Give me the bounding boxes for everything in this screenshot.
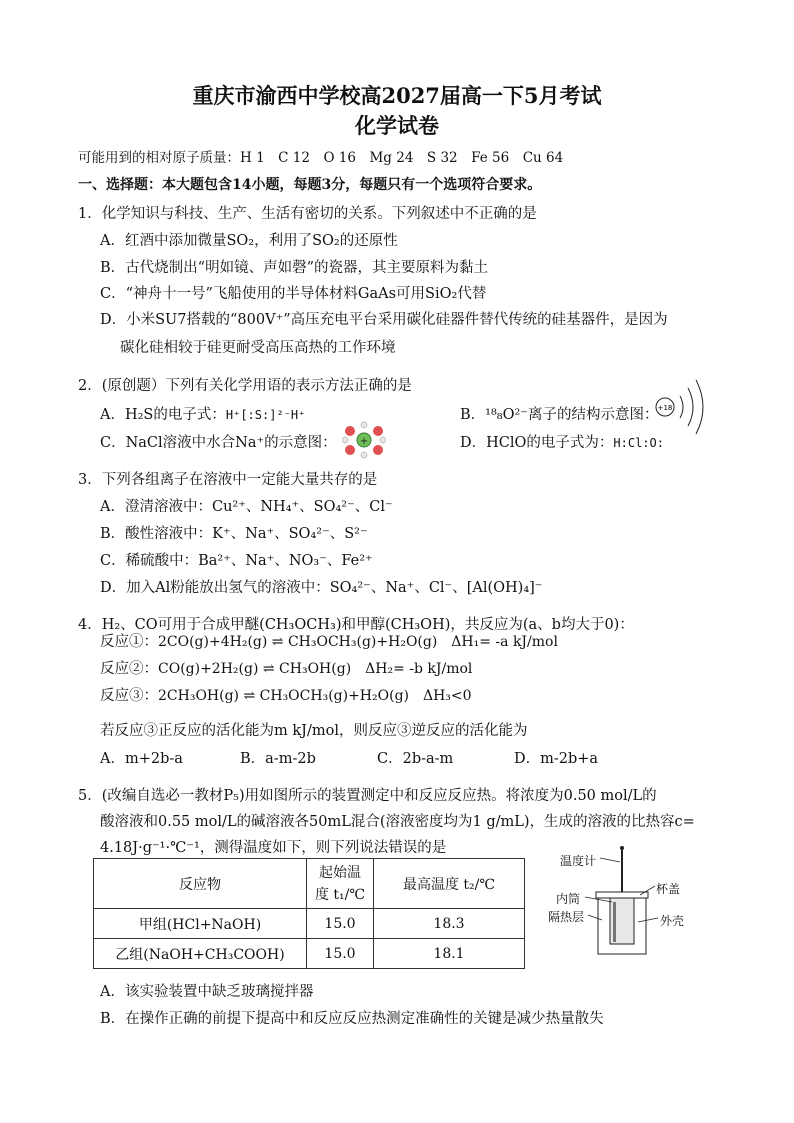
q4-option-b: B．a-m-2b <box>240 751 316 767</box>
reaction-2-equation: CO(g)+2H₂(g) ⇌ CH₃OH(g) ΔH₂= -b kJ/mol <box>158 661 473 677</box>
label-insulation: 隔热层 <box>548 910 585 924</box>
reaction-1-label: 反应①： <box>100 634 158 650</box>
reaction-2 <box>100 657 472 678</box>
q2-option-a-label: A．H₂S的电子式： <box>100 407 226 423</box>
q3-option-c: C．稀硫酸中：Ba²⁺、Na⁺、NO₃⁻、Fe²⁺ <box>100 553 373 569</box>
table-header-row <box>94 859 525 909</box>
q5-stem-2: 酸溶液和0.55 mol/L的碱溶液各50mL混合(溶液密度均为1 g/mL)，生成的溶液的比热容c= <box>100 814 695 830</box>
reaction-3-label: 反应③： <box>100 688 158 704</box>
q2-option-c: C．NaCl溶液中水合Na⁺的示意图： <box>100 435 337 451</box>
q3-option-a: A．澄清溶液中：Cu²⁺、NH₄⁺、SO₄²⁻、Cl⁻ <box>100 499 393 515</box>
exam-title: 重庆市渝西中学校高2027届高一下5月考试 <box>192 83 602 108</box>
label-inner-cup: 内筒 <box>556 892 581 906</box>
hydrated-na-diagram <box>342 421 386 459</box>
leader-shell <box>638 918 658 922</box>
q4-option-d: D．m-2b+a <box>514 751 599 767</box>
shell-arc-3 <box>696 380 703 434</box>
table-cell: 乙组(NaOH+CH₃COOH) <box>94 939 307 969</box>
shell-arc-2 <box>688 388 693 426</box>
q2-option-d-label: D．HClO的电子式为： <box>460 435 614 451</box>
table-row <box>94 939 525 969</box>
table-cell: 15.0 <box>307 939 374 969</box>
q1-option-b: B．古代烧制出“明如镜、声如磬”的瓷器，其主要原料为黏土 <box>100 260 488 276</box>
water-h-2 <box>361 452 367 458</box>
q4-question: 若反应③正反应的活化能为m kJ/mol，则反应③逆反应的活化能为 <box>100 723 528 739</box>
reaction-1 <box>100 630 558 651</box>
q1-option-d: D．小米SU7搭载的“800V⁺”高压充电平台采用碳化硅器件替代传统的硅基器件，是因为 <box>100 312 668 328</box>
q2-option-b: B．¹⁸₈O²⁻离子的结构示意图： <box>460 407 659 423</box>
exam-subtitle: 化学试卷 <box>355 113 439 138</box>
hclo-formula: H:Cl:O: <box>613 436 664 450</box>
q5-stem-3: 4.18J·g⁻¹·℃⁻¹，测得温度如下，则下列说法错误的是 <box>100 840 447 856</box>
table-header-reactant: 反应物 <box>94 859 307 909</box>
leader-lid <box>640 886 655 895</box>
shell-arc-1 <box>680 396 683 418</box>
na-plus-sign: + <box>359 436 369 447</box>
q1-option-a: A．红酒中添加微量SO₂，利用了SO₂的还原性 <box>100 233 398 249</box>
water-o-1 <box>345 426 355 436</box>
water-o-3 <box>345 445 355 455</box>
atomic-masses: 可能用到的相对原子质量：H 1 C 12 O 16 Mg 24 S 32 Fe 56 Cu 64 <box>78 150 564 166</box>
water-h-1 <box>361 422 367 428</box>
table-cell: 甲组(HCl+NaOH) <box>94 909 307 939</box>
q3-option-b: B．酸性溶液中：K⁺、Na⁺、SO₄²⁻、S²⁻ <box>100 526 368 542</box>
q4-stem: 4．H₂、CO可用于合成甲醚(CH₃OCH₃)和甲醇(CH₃OH)，共反应为(a、b均大于0)： <box>78 617 634 633</box>
q1-option-c: C．“神舟十一号”飞船使用的半导体材料GaAs可用SiO₂代替 <box>100 286 487 302</box>
q4-option-a: A．m+2b-a <box>100 751 183 767</box>
table-cell: 18.3 <box>374 909 525 939</box>
reaction-3-equation: 2CH₃OH(g) ⇌ CH₃OCH₃(g)+H₂O(g) ΔH₃<0 <box>158 688 472 704</box>
q2-option-d <box>460 431 664 452</box>
start-temp-line-1: 起始温 <box>319 864 361 881</box>
table-cell: 15.0 <box>307 909 374 939</box>
table-cell: 18.1 <box>374 939 525 969</box>
water-o-4 <box>373 445 383 455</box>
h2s-formula: H⁺[:S:]²⁻H⁺ <box>225 408 306 422</box>
q1-stem: 1．化学知识与科技、生产、生活有密切的关系。下列叙述中不正确的是 <box>78 206 537 222</box>
table-row <box>94 909 525 939</box>
water-h-3 <box>342 437 348 443</box>
q2-option-a <box>100 403 305 424</box>
temperature-table <box>93 858 525 969</box>
label-thermometer: 温度计 <box>560 854 597 868</box>
calorimeter-leaders <box>540 840 680 940</box>
reaction-3 <box>100 684 472 705</box>
q5-option-a: A．该实验装置中缺乏玻璃搅拌器 <box>100 984 314 1000</box>
q5-stem-1: 5．(改编自选必一教材P₅)用如图所示的装置测定中和反应反应热。将浓度为0.50 mol/L的 <box>78 788 657 804</box>
q4-option-c: C．2b-a-m <box>377 751 454 767</box>
leader-inner <box>585 897 612 902</box>
reaction-2-label: 反应②： <box>100 661 158 677</box>
label-shell: 外壳 <box>660 914 685 928</box>
table-header-max-temp: 最高温度 t₂/℃ <box>374 859 525 909</box>
reaction-1-equation: 2CO(g)+4H₂(g) ⇌ CH₃OCH₃(g)+H₂O(g) ΔH₁= -a kJ/mol <box>158 634 558 650</box>
label-lid: 杯盖 <box>656 882 681 896</box>
leader-thermometer <box>600 858 620 862</box>
section-heading: 一、选择题：本大题包含14小题，每题3分，每题只有一个选项符合要求。 <box>78 177 542 193</box>
water-o-2 <box>373 426 383 436</box>
start-temp-line-2: 度 t₁/℃ <box>314 886 366 903</box>
q1-option-d-cont: 碳化硅相较于硅更耐受高压高热的工作环境 <box>120 340 396 356</box>
q3-option-d: D．加入Al粉能放出氢气的溶液中：SO₄²⁻、Na⁺、Cl⁻、[Al(OH)₄]⁻ <box>100 580 543 596</box>
water-h-4 <box>380 437 386 443</box>
oxygen-ion-diagram <box>652 374 712 434</box>
nucleus-charge: +18 <box>657 404 673 412</box>
q3-stem: 3．下列各组离子在溶液中一定能大量共存的是 <box>78 472 378 488</box>
table-header-start-temp <box>307 859 374 909</box>
leader-insulation <box>588 915 602 920</box>
q5-option-b: B．在操作正确的前提下提高中和反应反应热测定准确性的关键是减少热量散失 <box>100 1011 604 1027</box>
q2-stem: 2．(原创题）下列有关化学用语的表示方法正确的是 <box>78 378 412 394</box>
